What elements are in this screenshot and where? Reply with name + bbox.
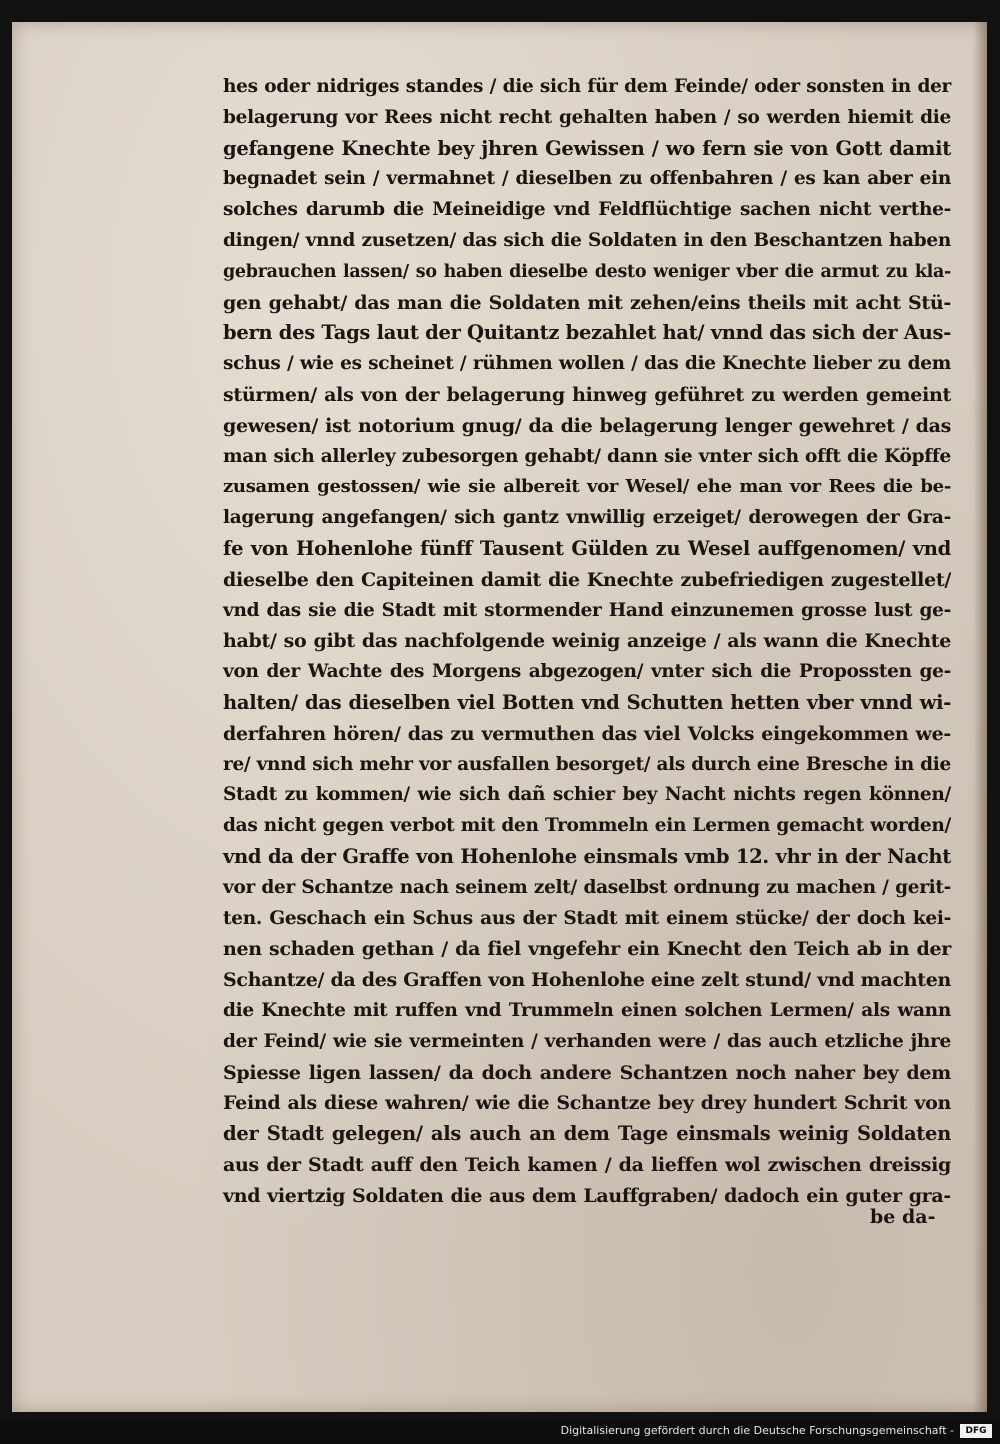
text-line: re/ vnnd sich mehr vor ausfallen besorget/ als durch eine Bresche in die — [223, 753, 951, 775]
text-line: vnd da der Graffe von Hohenlohe einsmals vmb 12. vhr in der Nacht — [223, 844, 951, 868]
text-line: bern des Tags laut der Quitantz bezahlet hat/ vnnd das sich der Aus- — [223, 321, 951, 345]
text-line: der Stadt gelegen/ als auch an dem Tage einsmals weinig Soldaten — [223, 1122, 951, 1146]
text-line: solches darumb die Meineidige vnd Feldflüchtige sachen nicht verthe- — [223, 199, 951, 221]
text-line: die Knechte mit ruffen vnd Trummeln einen solchen Lermen/ als wann — [223, 999, 951, 1021]
text-line: hes oder nidriges standes / die sich für dem Feinde/ oder sonsten in der — [223, 76, 951, 97]
text-line: das nicht gegen verbot mit den Trommeln ein Lermen gemacht worden/ — [223, 815, 951, 837]
text-line: Schantze/ da des Graffen von Hohenlohe eine zelt stund/ vnd machten — [223, 969, 952, 992]
text-line: belagerung vor Rees nicht recht gehalten haben / so werden hiemit die — [223, 106, 951, 128]
text-line: gefangene Knechte bey jhren Gewissen / wo fern sie von Gott damit — [223, 136, 951, 160]
text-line: halten/ das dieselben viel Botten vnd Schutten hetten vber vnnd wi- — [223, 690, 951, 714]
text-line: vnd viertzig Soldaten die aus dem Lauffgraben/ dadoch ein guter gra- — [223, 1184, 951, 1207]
text-line: Stadt zu kommen/ wie sich dañ schier bey Nacht nichts regen können/ — [223, 784, 951, 806]
text-line: gewesen/ ist notorium gnug/ da die belagerung lenger gewehret / das — [223, 414, 951, 437]
text-line: nen schaden gethan / da fiel vngefehr ein Knecht den Teich ab in der — [223, 938, 951, 961]
text-line: stürmen/ als von der belagerung hinweg geführet zu werden gemeint — [223, 383, 951, 406]
text-line: fe von Hohenlohe fünff Tausent Gülden zu Wesel auffgenomen/ vnd — [223, 536, 951, 560]
footer-credit: Digitalisierung gefördert durch die Deutsche Forschungsgemeinschaft - — [560, 1424, 954, 1437]
text-line: gebrauchen lassen/ so haben dieselbe desto weniger vber die armut zu kla- — [223, 261, 951, 282]
text-line: aus der Stadt auff den Teich kamen / da lieffen wol zwischen dreissig — [223, 1153, 951, 1176]
text-line: Spiesse ligen lassen/ da doch andere Schantzen noch naher bey dem — [223, 1061, 951, 1084]
text-line: vnd das sie die Stadt mit stormender Hand einzunemen grosse lust ge- — [223, 599, 951, 621]
text-line: gen gehabt/ das man die Soldaten mit zehen/eins theils mit acht Stü- — [223, 291, 951, 314]
text-line: man sich allerley zubesorgen gehabt/ dann sie vnter sich offt die Köpffe — [223, 445, 951, 467]
catchword: be da- — [870, 1206, 936, 1228]
text-line: vor der Schantze nach seinem zelt/ daselbst ordnung zu machen / gerit- — [223, 876, 951, 898]
text-line: zusamen gestossen/ wie sie albereit vor Wesel/ ehe man vor Rees die be- — [223, 476, 951, 498]
text-line: dingen/ vnnd zusetzen/ das sich die Soldaten in den Beschantzen haben — [223, 229, 951, 251]
page-edge-shadow — [973, 22, 987, 1412]
text-block — [223, 72, 951, 1211]
text-line: Feind als diese wahren/ wie die Schantze bey drey hundert Schrit von — [223, 1092, 951, 1115]
text-line: ten. Geschach ein Schus aus der Stadt mit einem stücke/ der doch kei- — [223, 907, 951, 929]
text-line: habt/ so gibt das nachfolgende weinig anzeige / als wann die Knechte — [223, 630, 951, 653]
text-line: dieselbe den Capiteinen damit die Knechte zubefriedigen zugestellet/ — [223, 568, 951, 591]
text-line: lagerung angefangen/ sich gantz vnwillig erzeiget/ derowegen der Gra- — [223, 507, 951, 529]
text-line: von der Wachte des Morgens abgezogen/ vnter sich die Propossten ge- — [223, 661, 951, 683]
text-line: begnadet sein / vermahnet / dieselben zu offenbahren / es kan aber ein — [223, 168, 951, 190]
text-line: schus / wie es scheinet / rühmen wollen / das die Knechte lieber zu dem — [223, 353, 951, 375]
text-line: der Feind/ wie sie vermeinten / verhanden were / das auch etzliche jhre — [223, 1030, 951, 1052]
text-line: derfahren hören/ das zu vermuthen das viel Volcks eingekommen we- — [223, 722, 951, 745]
dfg-logo-icon: DFG — [960, 1424, 992, 1438]
